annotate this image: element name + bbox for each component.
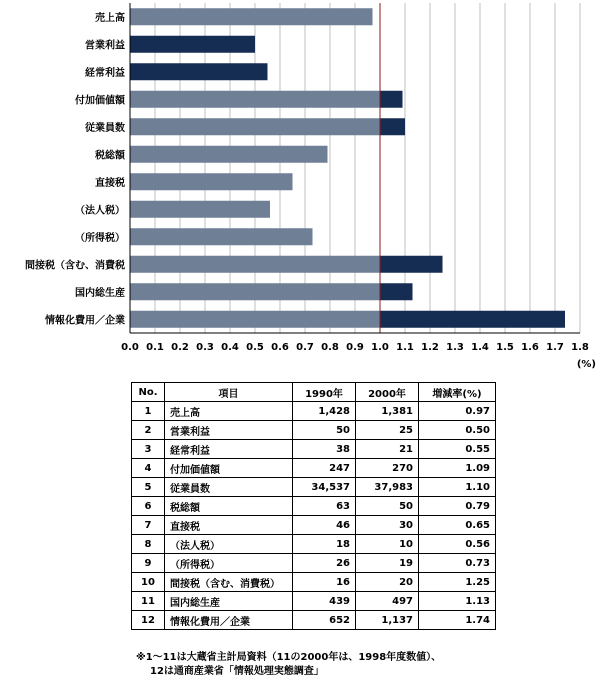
table-cell-item: 営業利益 <box>165 421 293 440</box>
table-cell-1990: 1,428 <box>293 402 356 421</box>
table-cell-1990: 439 <box>293 592 356 611</box>
chart-category-label: 従業員数 <box>85 122 125 134</box>
table-cell-rate: 1.25 <box>419 573 496 592</box>
table-header-rate: 増減率(%) <box>419 383 496 402</box>
table-header-2000: 2000年 <box>356 383 419 402</box>
chart-tick-label: 0.8 <box>321 342 339 353</box>
chart-bar <box>130 201 270 218</box>
table-row <box>132 516 496 535</box>
chart-bar <box>130 283 380 300</box>
chart-tick-labels <box>121 342 589 353</box>
table-cell-rate: 0.79 <box>419 497 496 516</box>
data-table <box>131 382 496 630</box>
table-cell-item: （所得税） <box>165 554 293 573</box>
chart-tick-label: 1.8 <box>571 342 589 353</box>
chart-category-label: 付加価値額 <box>75 95 125 107</box>
table-cell-item: 経常利益 <box>165 440 293 459</box>
table-cell-2000: 37,983 <box>356 478 419 497</box>
table-cell-no: 12 <box>132 611 165 630</box>
table-body <box>132 402 496 630</box>
table-cell-no: 3 <box>132 440 165 459</box>
chart-bar <box>130 173 293 190</box>
table-cell-no: 2 <box>132 421 165 440</box>
chart-tick-label: 0.7 <box>296 342 314 353</box>
table-cell-1990: 38 <box>293 440 356 459</box>
table-cell-2000: 497 <box>356 592 419 611</box>
table-cell-item: 売上高 <box>165 402 293 421</box>
chart-tick-label: 1.2 <box>421 342 439 353</box>
chart-bar-excess <box>380 283 413 300</box>
chart-tick-label: 0.4 <box>221 342 239 353</box>
table-cell-item: 付加価値額 <box>165 459 293 478</box>
chart-bar-excess <box>380 311 565 328</box>
table-cell-rate: 0.55 <box>419 440 496 459</box>
table-row <box>132 402 496 421</box>
table-cell-2000: 20 <box>356 573 419 592</box>
table-cell-1990: 26 <box>293 554 356 573</box>
table-cell-item: （法人税） <box>165 535 293 554</box>
chart-tick-label: 1.7 <box>546 342 564 353</box>
table-cell-2000: 1,137 <box>356 611 419 630</box>
table-cell-no: 8 <box>132 535 165 554</box>
table-cell-item: 従業員数 <box>165 478 293 497</box>
chart-bar <box>130 91 380 108</box>
table-cell-rate: 1.74 <box>419 611 496 630</box>
table-cell-2000: 50 <box>356 497 419 516</box>
table-row <box>132 478 496 497</box>
chart-category-label: 営業利益 <box>85 40 125 52</box>
table-row <box>132 535 496 554</box>
chart-tick-label: 0.0 <box>121 342 139 353</box>
table-cell-no: 10 <box>132 573 165 592</box>
chart-unit-label: (%) <box>576 359 596 370</box>
chart-bars <box>130 8 565 328</box>
table-cell-item: 間接税（含む、消費税） <box>165 573 293 592</box>
footnote-line-1: ※1～11は大蔵省主計局資料（11の2000年は、1998年度数値）、 <box>136 652 442 663</box>
table-cell-1990: 247 <box>293 459 356 478</box>
table-cell-1990: 50 <box>293 421 356 440</box>
table-cell-no: 9 <box>132 554 165 573</box>
table-cell-rate: 0.56 <box>419 535 496 554</box>
table-cell-2000: 10 <box>356 535 419 554</box>
table-cell-no: 6 <box>132 497 165 516</box>
chart-tick-label: 0.9 <box>346 342 364 353</box>
table-cell-rate: 0.73 <box>419 554 496 573</box>
table-cell-rate: 0.97 <box>419 402 496 421</box>
table-cell-2000: 270 <box>356 459 419 478</box>
chart-tick-label: 1.5 <box>496 342 514 353</box>
table-row <box>132 459 496 478</box>
chart-category-label: 国内総生産 <box>75 287 125 299</box>
table-cell-1990: 18 <box>293 535 356 554</box>
table-row <box>132 440 496 459</box>
chart-bar <box>130 36 255 53</box>
table-cell-rate: 1.13 <box>419 592 496 611</box>
chart-bar-excess <box>380 91 403 108</box>
table-cell-2000: 1,381 <box>356 402 419 421</box>
chart-bar-excess <box>380 118 405 135</box>
chart-tick-label: 0.1 <box>146 342 164 353</box>
table-cell-1990: 63 <box>293 497 356 516</box>
chart-bar <box>130 311 380 328</box>
chart-category-labels <box>25 11 126 327</box>
table-cell-no: 11 <box>132 592 165 611</box>
table-cell-1990: 652 <box>293 611 356 630</box>
chart-tick-label: 1.3 <box>446 342 464 353</box>
chart-bar <box>130 118 380 135</box>
chart-bar <box>130 256 380 273</box>
chart-category-label: （所得税） <box>75 232 125 244</box>
chart-bar <box>130 63 268 80</box>
chart-category-label: （法人税） <box>75 205 125 217</box>
table-row <box>132 421 496 440</box>
chart-bar <box>130 228 313 245</box>
table-row <box>132 573 496 592</box>
chart-category-label: 税総額 <box>95 150 125 162</box>
table-header-item: 項目 <box>165 383 293 402</box>
table-cell-rate: 0.50 <box>419 421 496 440</box>
table-cell-rate: 0.65 <box>419 516 496 535</box>
table-cell-1990: 34,537 <box>293 478 356 497</box>
table-cell-no: 5 <box>132 478 165 497</box>
chart-category-label: 情報化費用／企業 <box>45 315 125 327</box>
chart-tick-label: 0.6 <box>271 342 289 353</box>
table-cell-1990: 16 <box>293 573 356 592</box>
chart-bar <box>130 146 328 163</box>
chart-tick-label: 0.5 <box>246 342 264 353</box>
table-cell-2000: 21 <box>356 440 419 459</box>
table-cell-no: 7 <box>132 516 165 535</box>
table-cell-no: 1 <box>132 402 165 421</box>
table-cell-2000: 25 <box>356 421 419 440</box>
chart-category-label: 経常利益 <box>85 67 125 79</box>
table-cell-item: 国内総生産 <box>165 592 293 611</box>
chart-category-label: 直接税 <box>95 177 125 189</box>
chart-tick-label: 1.4 <box>471 342 489 353</box>
table-row <box>132 554 496 573</box>
table-header-row <box>132 383 496 402</box>
table-header-no: No. <box>132 383 165 402</box>
chart-tick-label: 0.3 <box>196 342 214 353</box>
table-cell-rate: 1.09 <box>419 459 496 478</box>
chart-tick-label: 1.6 <box>521 342 539 353</box>
table-cell-rate: 1.10 <box>419 478 496 497</box>
table-row <box>132 611 496 630</box>
chart-bar <box>130 8 373 25</box>
chart-tick-label: 0.2 <box>171 342 189 353</box>
table-cell-item: 情報化費用／企業 <box>165 611 293 630</box>
table-header-1990: 1990年 <box>293 383 356 402</box>
table-row <box>132 592 496 611</box>
chart-category-label: 売上高 <box>95 12 125 24</box>
table-cell-no: 4 <box>132 459 165 478</box>
chart-bar-excess <box>380 256 443 273</box>
chart-tick-label: 1.1 <box>396 342 414 353</box>
table-cell-2000: 30 <box>356 516 419 535</box>
table-cell-2000: 19 <box>356 554 419 573</box>
footnote-line-2: 12は通商産業省「情報処理実態調査」 <box>150 666 324 677</box>
chart-category-label: 間接税（含む、消費税 <box>25 260 125 272</box>
table-row <box>132 497 496 516</box>
table-cell-item: 直接税 <box>165 516 293 535</box>
table-cell-1990: 46 <box>293 516 356 535</box>
footnote <box>136 651 441 679</box>
chart-tick-label: 1.0 <box>371 342 389 353</box>
table-cell-item: 税総額 <box>165 497 293 516</box>
